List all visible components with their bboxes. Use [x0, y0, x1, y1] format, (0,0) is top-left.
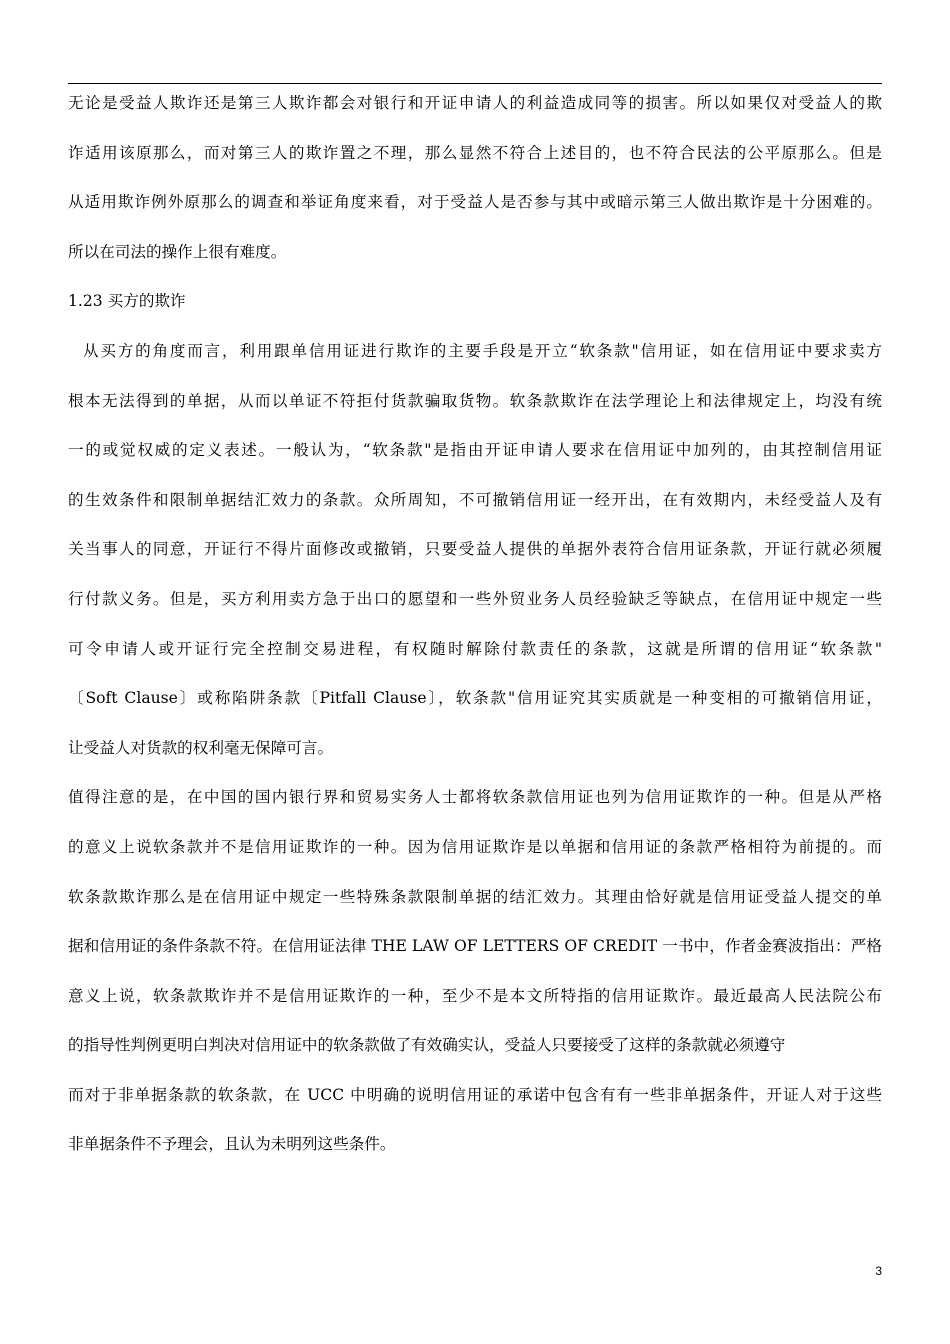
text-line: 〔Soft Clause〕或称陷阱条款〔Pitfall Clause〕，软条款"信用证究其实质就是一种变相的可撤销信用证， [68, 689, 882, 708]
text-line: 值得注意的是，在中国的国内银行界和贸易实务人士都将软条款信用证也列为信用证欺诈的一种。但是从严格 [68, 788, 882, 807]
text-line: 而对于非单据条款的软条款，在 UCC 中明确的说明信用证的承诺中包含有有一些非单据条件，开证人对于这些 [68, 1085, 882, 1104]
text-line: 让受益人对货款的权利毫无保障可言。 [68, 738, 334, 757]
text-line: 诈适用该原那么，而对第三人的欺诈置之不理，那么显然不符合上述目的，也不符合民法的公平原那么。但是 [68, 143, 882, 162]
document-body [68, 87, 882, 1178]
page-number: 3 [875, 1264, 882, 1278]
text-line: 所以在司法的操作上很有难度。 [68, 242, 287, 261]
text-line: 关当事人的同意，开证行不得片面修改或撤销，只要受益人提供的单据外表符合信用证条款，开证行就必须履 [68, 540, 882, 559]
text-line: 一的或觉权威的定义表述。一般认为，“软条款"是指由开证申请人要求在信用证中加列的，由其控制信用证 [68, 441, 882, 460]
text-line: 非单据条件不予理会，且认为未明列这些条件。 [68, 1135, 396, 1154]
text-line: 软条款欺诈那么是在信用证中规定一些特殊条款限制单据的结汇效力。其理由恰好就是信用证受益人提交的单 [68, 887, 882, 906]
text-line: 的意义上说软条款并不是信用证欺诈的一种。因为信用证欺诈是以单据和信用证的条款严格相符为前提的。而 [68, 837, 882, 856]
header-rule [68, 83, 882, 84]
text-line: 根本无法得到的单据，从而以单证不符拒付货款骗取货物。软条款欺诈在法学理论上和法律规定上，均没有统 [68, 391, 882, 410]
text-line: 无论是受益人欺诈还是第三人欺诈都会对银行和开证申请人的利益造成同等的损害。所以如果仅对受益人的欺 [68, 94, 882, 112]
text-line: 的生效条件和限制单据结汇效力的条款。众所周知，不可撤销信用证一经开出，在有效期内，未经受益人及有 [68, 490, 882, 509]
text-line: 的指导性判例更明白判决对信用证中的软条款做了有效确实认，受益人只要接受了这样的条款就必须遵守 [68, 1036, 786, 1055]
text-line: 从适用欺诈例外原那么的调查和举证角度来看，对于受益人是否参与其中或暗示第三人做出欺诈是十分困难的。 [68, 193, 882, 212]
text-line: 意义上说，软条款欺诈并不是信用证欺诈的一种，至少不是本文所特指的信用证欺诈。最近最高人民法院公布 [68, 986, 882, 1005]
text-line: 可令申请人或开证行完全控制交易进程，有权随时解除付款责任的条款，这就是所谓的信用证“软条款" [68, 639, 882, 658]
section-heading: 1.23 买方的欺诈 [68, 292, 186, 311]
text-line: 行付款义务。但是，买方利用卖方急于出口的愿望和一些外贸业务人员经验缺乏等缺点，在信用证中规定一些 [68, 589, 882, 608]
text-line: 据和信用证的条件条款不符。在信用证法律 THE LAW OF LETTERS OF CREDIT 一书中，作者金赛波指出：严格 [68, 937, 882, 956]
text-line: 从买方的角度而言，利用跟单信用证进行欺诈的主要手段是开立“软条款"信用证，如在信用证中要求卖方 [83, 341, 882, 360]
